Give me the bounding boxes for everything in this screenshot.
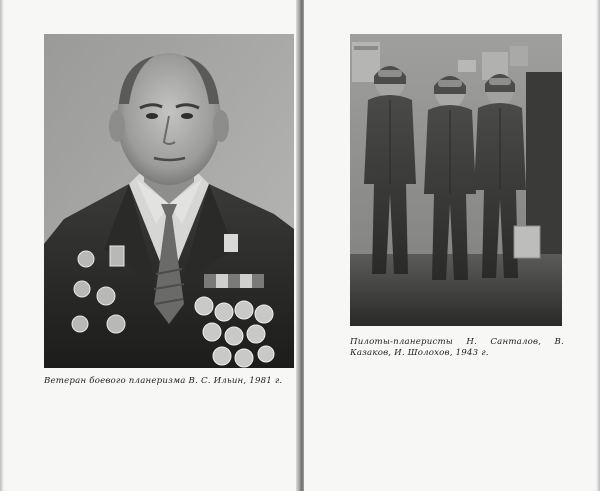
- page-edge-shadow: [596, 0, 600, 491]
- left-photo-caption: Ветеран боевого планеризма В. С. Ильин, 1981 г.: [44, 376, 283, 386]
- page-edge-shadow: [0, 0, 4, 491]
- group-photo-illustration: [350, 34, 562, 326]
- right-photo-caption: Пилоты-планеристы Н. Санталов, В. Казаков, И. Шолохов, 1943 г.: [350, 337, 564, 358]
- left-page: [0, 0, 298, 491]
- portrait-illustration: [44, 34, 294, 368]
- group-photo: [350, 34, 562, 326]
- portrait-photo: [44, 34, 294, 368]
